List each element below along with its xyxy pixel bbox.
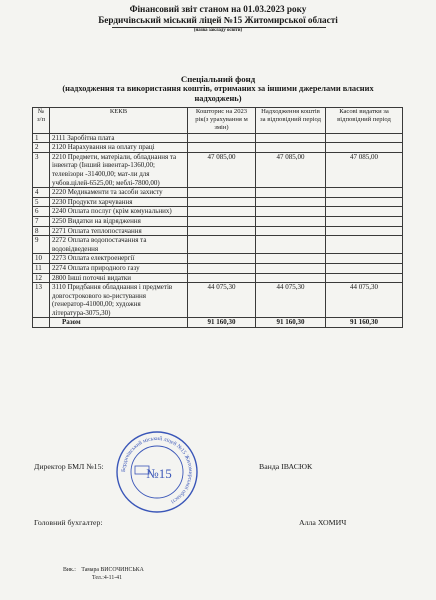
table-row [33, 143, 403, 153]
table-row [33, 273, 403, 283]
row-num: 11 [33, 263, 50, 273]
total-expense: 91 160,30 [326, 318, 403, 328]
row-num: 13 [33, 283, 50, 318]
executor-line [63, 567, 144, 573]
row-kekv: 2271 Оплата теплопостачання [50, 226, 188, 236]
row-num: 5 [33, 197, 50, 207]
row-kekv: 2274 Оплата природного газу [50, 263, 188, 273]
row-num: 9 [33, 236, 50, 254]
row-plan [188, 197, 256, 207]
col-header-expense: Касові видатки за відповідний період [326, 108, 403, 134]
row-income [256, 207, 326, 217]
report-title: Фінансовий звіт станом на 01.03.2023 року [129, 4, 307, 14]
row-kekv: 2111 Заробітна плата [50, 133, 188, 143]
table-row [33, 236, 403, 254]
row-kekv: 2220 Медикаменти та засоби захисту [50, 188, 188, 198]
row-income [256, 236, 326, 254]
table-row [33, 263, 403, 273]
row-kekv: 2120 Нарахування на оплату праці [50, 143, 188, 153]
row-plan [188, 263, 256, 273]
row-plan: 47 085,00 [188, 152, 256, 187]
row-expense [326, 133, 403, 143]
row-expense [326, 197, 403, 207]
row-income [256, 254, 326, 264]
accountant-name: Алла ХОМИЧ [299, 518, 347, 527]
row-expense [326, 216, 403, 226]
row-kekv: 3110 Придбання обладнання і предметів довгострокового ко-ристування (генератор-41000,00; художня література-3075,30) [50, 283, 188, 318]
table-header-row [33, 108, 403, 134]
row-income [256, 263, 326, 273]
fund-subtitle: (надходження та використання коштів, отриманих за іншими джерелами власних надходжень) [62, 84, 374, 103]
row-plan [188, 254, 256, 264]
accountant-title: Головний бухгалтер: [34, 518, 103, 527]
row-expense [326, 188, 403, 198]
row-plan [188, 188, 256, 198]
total-label: Разом [50, 318, 188, 328]
row-kekv: 2273 Оплата електроенергії [50, 254, 188, 264]
row-kekv: 2210 Предмети, матеріали, обладнання та інвентар (Інший інвентар-1360,00; телевізори -31400,00; мат-ли для учбов.цілей-6525,00; меблі-7800,00) [50, 152, 188, 187]
col-header-num: № з/п [33, 108, 50, 134]
row-num: 8 [33, 226, 50, 236]
row-plan: 44 075,30 [188, 283, 256, 318]
seal-ring-text: Бердичівський міський ліцей №15 Житомирської області [120, 435, 194, 505]
row-kekv: 2272 Оплата водопостачання та водовідведення [50, 236, 188, 254]
director-title: Директор БМЛ №15: [34, 462, 104, 471]
row-plan [188, 207, 256, 217]
table-row [33, 254, 403, 264]
row-expense [326, 236, 403, 254]
school-name: Бердичівський міський ліцей №15 Житомирської області [98, 15, 338, 25]
row-num: 2 [33, 143, 50, 153]
seal-center-text: №15 [146, 466, 172, 481]
row-income [256, 133, 326, 143]
total-num [33, 318, 50, 328]
table-row [33, 207, 403, 217]
total-row [33, 318, 403, 328]
col-header-kekv: КЕКВ [50, 108, 188, 134]
school-name-caption: (назва закладу освіти) [193, 28, 243, 33]
table-row [33, 283, 403, 318]
executor-name: Тамара ВИСОЧИНСЬКА [81, 567, 144, 573]
col-header-plan: Кошторис на 2023 рік(з урахування м змін) [188, 108, 256, 134]
row-num: 4 [33, 188, 50, 198]
table-row [33, 216, 403, 226]
fund-title: Спеціальний фонд [180, 74, 256, 84]
row-plan [188, 216, 256, 226]
row-kekv: 2800 Інші поточні видатки [50, 273, 188, 283]
row-plan [188, 236, 256, 254]
table-row [33, 133, 403, 143]
row-num: 7 [33, 216, 50, 226]
row-kekv: 2230 Продукти харчування [50, 197, 188, 207]
row-income [256, 216, 326, 226]
row-expense [326, 273, 403, 283]
finance-table [32, 107, 403, 328]
row-expense [326, 263, 403, 273]
row-plan [188, 273, 256, 283]
row-expense [326, 226, 403, 236]
row-num: 6 [33, 207, 50, 217]
row-expense: 47 085,00 [326, 152, 403, 187]
row-income [256, 273, 326, 283]
row-income [256, 226, 326, 236]
table-row [33, 188, 403, 198]
row-expense [326, 207, 403, 217]
row-expense [326, 143, 403, 153]
director-name: Ванда ІВАСЮК [259, 462, 313, 471]
total-income: 91 160,30 [256, 318, 326, 328]
row-num: 3 [33, 152, 50, 187]
row-num: 10 [33, 254, 50, 264]
col-header-income: Надходження коштів за відповідний період [256, 108, 326, 134]
row-income: 44 075,30 [256, 283, 326, 318]
table-row [33, 197, 403, 207]
executor-phone: Тел.:4-11-41 [92, 575, 122, 581]
row-income [256, 188, 326, 198]
row-plan [188, 133, 256, 143]
row-kekv: 2250 Видатки на відрядження [50, 216, 188, 226]
table-body [33, 133, 403, 318]
row-plan [188, 143, 256, 153]
table-row [33, 226, 403, 236]
row-kekv: 2240 Оплата послуг (крім комунальних) [50, 207, 188, 217]
row-num: 1 [33, 133, 50, 143]
row-income [256, 197, 326, 207]
executor-label: Вик.: [63, 567, 76, 573]
official-seal-icon [115, 430, 199, 514]
row-num: 12 [33, 273, 50, 283]
row-expense [326, 254, 403, 264]
table-row [33, 152, 403, 187]
total-plan: 91 160,30 [188, 318, 256, 328]
row-expense: 44 075,30 [326, 283, 403, 318]
row-income: 47 085,00 [256, 152, 326, 187]
row-income [256, 143, 326, 153]
row-plan [188, 226, 256, 236]
